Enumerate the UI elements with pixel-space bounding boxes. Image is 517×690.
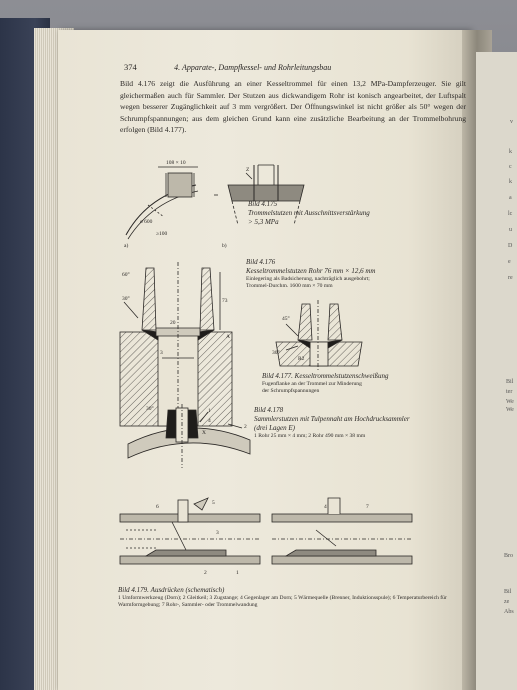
dim-label: 7 [366, 504, 369, 510]
caption-note: der Schrumpfspannungen [262, 388, 320, 394]
caption-4-179 [118, 586, 458, 609]
caption-note: 1 Rohr 25 mm × 4 mm; 2 Rohr 490 mm × 38 mm [254, 433, 366, 439]
caption-legend: 1 Umformwerkzeug (Dorn); 2 Gleitkeil; 3 Zugstange; 4 Gegenlager am Dorn; 5 Wärmequelle (Brenner, Induktionsspule); 6 Temperaturbereich für Warmformgebung; 7 Rohr-, Sammler- oder Trommelwandung [118, 595, 447, 608]
page-number: 374 [124, 62, 137, 72]
caption-title: Ausdrücken (schematisch) [150, 586, 225, 594]
dim-label: 6 [156, 504, 159, 510]
dim-label: Z [246, 167, 250, 173]
facing-fragment: D [508, 243, 513, 249]
dim-label: b) [222, 243, 227, 249]
caption-4-177 [262, 372, 452, 395]
caption-label: Bild 4.179. [118, 586, 149, 594]
facing-fragment: Bil [504, 589, 512, 595]
dim-label: 1 [236, 570, 239, 576]
dim-label: 4 [208, 418, 211, 424]
running-header [124, 62, 331, 72]
caption-title: Sammlerstutzen mit Tulpennaht am Hochdrucksammler [254, 415, 410, 423]
intro-paragraph: Bild 4.176 zeigt die Ausführung an einer Kesseltrommel für einen 13,2 MPa-Dampferzeuger. Sie gilt gleichermaßen auch für Sammler. Der Stutzen aus dickwandigem Rohr ist konisch angearbeitet, der Luftspalt wegen besserer Zugänglichkeit auf 3 mm vergrößert. Der Öffnungswinkel ist nicht größer als 50° wegen der Schrumpfspannungen; aus dem gleichen Grund kann eine zusätzliche Bearbeitung an der Trommelbohrung erfolgen (Bild 4.177). [120, 79, 466, 134]
dim-label: 2 [244, 424, 247, 430]
dim-label: 60° [122, 272, 130, 278]
running-title: 4. Apparate-, Dampfkessel- und Rohrleitungsbau [174, 63, 332, 72]
facing-fragment: c [509, 164, 512, 170]
facing-fragment: We [506, 407, 514, 413]
facing-fragment: v [510, 119, 513, 125]
facing-fragment: e [508, 259, 511, 265]
facing-fragment: ter [506, 389, 513, 395]
dim-label: A [226, 334, 230, 340]
caption-title: Trommelstutzen mit Ausschnittsverstärkung [248, 209, 370, 217]
facing-fragment: k [509, 179, 512, 185]
caption-label: Bild 4.175 [248, 200, 278, 208]
dim-label: 3 [160, 350, 163, 356]
dim-label: ≥100 [156, 231, 168, 237]
caption-4-178 [254, 406, 454, 440]
dim-label: 45° [282, 316, 290, 322]
caption-4-176 [246, 258, 446, 290]
figure-4-179-drawing [116, 494, 416, 584]
dim-label: 5 [212, 500, 215, 506]
caption-label: Bild 4.176 [246, 258, 276, 266]
dim-label: ø 600 [140, 219, 153, 225]
dim-label: R2 [298, 356, 305, 362]
dim-label: 20 [170, 320, 176, 326]
facing-fragment: lc [508, 211, 513, 217]
facing-fragment: Bro [504, 553, 513, 559]
facing-fragment: a [509, 195, 512, 201]
caption-note: Trommel-Durchm. 1600 mm × 70 mm [246, 283, 333, 289]
caption-label: Bild 4.177. [262, 372, 293, 380]
facing-fragment: Abs [504, 609, 514, 615]
dim-label: 30° [146, 406, 154, 412]
dim-label: X [202, 430, 206, 436]
dim-label: 4 [324, 504, 327, 510]
facing-fragment: k [509, 149, 512, 155]
facing-fragment: We [506, 399, 514, 405]
dim-label: 108 × 10 [166, 160, 186, 166]
caption-note: Einlegering als Badsicherung, nachträglich ausgebohrt; [246, 276, 370, 282]
caption-subtitle: > 5,3 MPa [248, 218, 279, 226]
dim-label: 30° [272, 350, 280, 356]
figure-4-177-drawing [268, 300, 368, 370]
caption-title: Kesseltrommelstutzen Rohr 76 mm × 12,6 mm [246, 267, 376, 275]
facing-fragment: u [509, 227, 512, 233]
dim-label: 2 [204, 570, 207, 576]
facing-fragment: Bil [506, 379, 514, 385]
caption-title: Kesseltrommelstutzenschweißung [294, 372, 389, 380]
facing-fragment: ze [504, 599, 510, 605]
caption-subtitle: (drei Lagen E) [254, 424, 295, 432]
dim-label: a) [124, 243, 129, 249]
caption-label: Bild 4.178 [254, 406, 284, 414]
facing-fragment: re [508, 275, 513, 281]
dim-label: 1 [208, 408, 211, 414]
caption-4-175 [248, 200, 398, 227]
dim-label: 73 [222, 298, 228, 304]
figure-4-178-drawing [124, 404, 254, 474]
dim-label: 3 [216, 530, 219, 536]
caption-note: Fugenflanke an der Trommel zur Minderung [262, 381, 362, 387]
dim-label: 30° [122, 296, 130, 302]
